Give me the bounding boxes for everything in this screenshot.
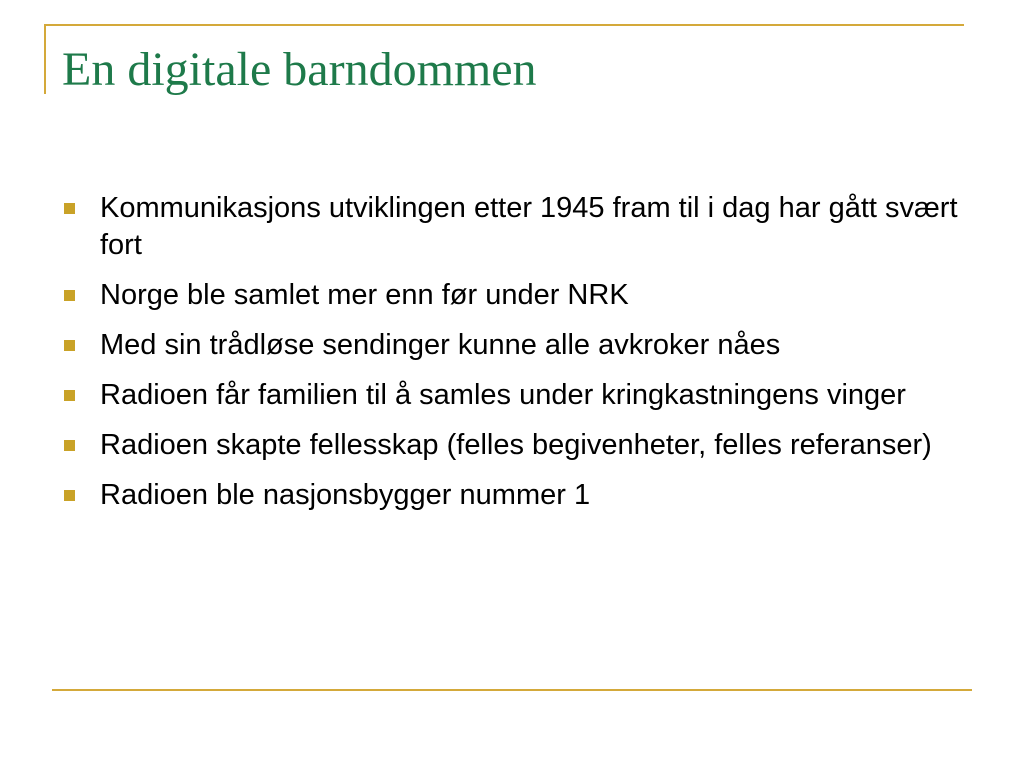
square-bullet-icon	[64, 390, 75, 401]
bullet-item	[62, 277, 962, 314]
square-bullet-icon	[64, 340, 75, 351]
bullet-item	[62, 327, 962, 364]
bullet-text: Med sin trådløse sendinger kunne alle avkroker nåes	[100, 329, 781, 361]
square-bullet-icon	[64, 203, 75, 214]
bullet-item	[62, 427, 962, 464]
top-accent-line	[44, 24, 964, 26]
bullet-item	[62, 477, 962, 514]
square-bullet-icon	[64, 290, 75, 301]
bottom-accent-line	[52, 689, 972, 691]
bullet-text: Radioen får familien til å samles under kringkastningens vinger	[100, 379, 906, 411]
square-bullet-icon	[64, 490, 75, 501]
bullet-text: Radioen skapte fellesskap (felles begivenheter, felles referanser)	[100, 429, 932, 461]
bullet-text: Norge ble samlet mer enn før under NRK	[100, 279, 629, 311]
square-bullet-icon	[64, 440, 75, 451]
left-accent-line	[44, 24, 46, 94]
bullet-item	[62, 190, 962, 264]
bullet-item	[62, 377, 962, 414]
bullet-list	[62, 190, 962, 527]
bullet-text: Radioen ble nasjonsbygger nummer 1	[100, 479, 591, 511]
slide-title: En digitale barndommen	[62, 43, 537, 96]
bullet-text: Kommunikasjons utviklingen etter 1945 fram til i dag har gått svært fort	[100, 192, 958, 261]
